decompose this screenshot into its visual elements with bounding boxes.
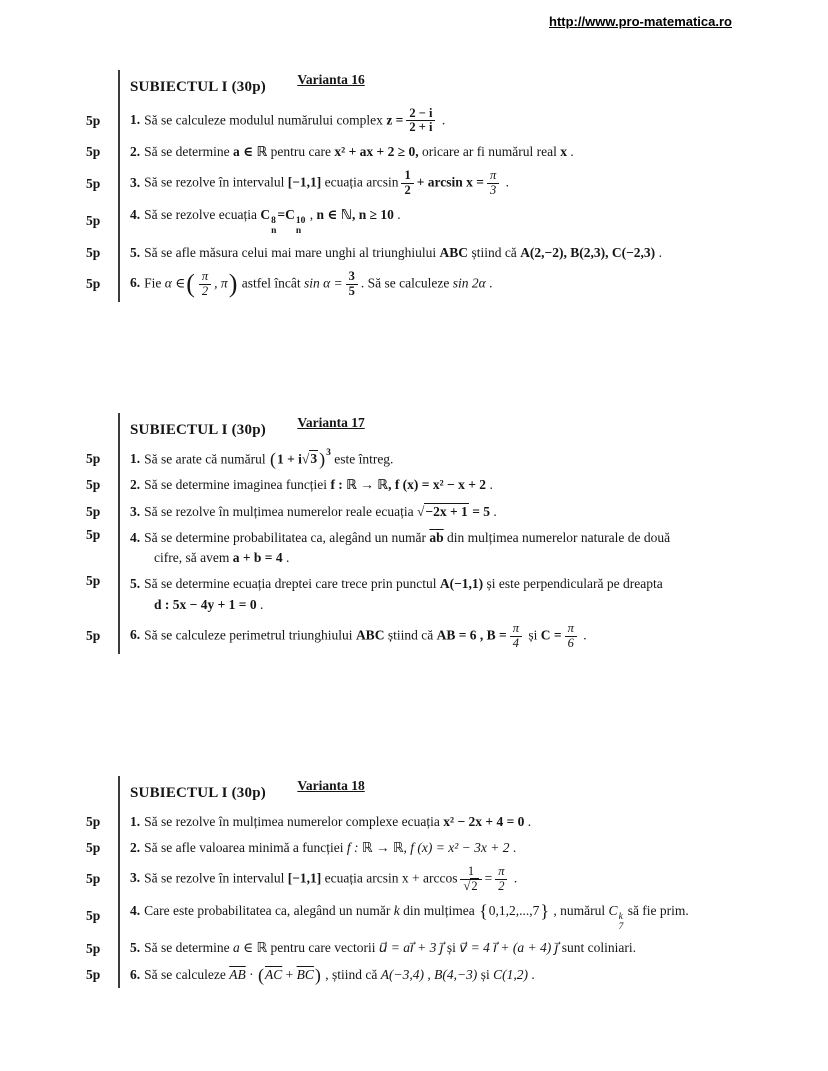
math: A(−1,1) xyxy=(439,576,484,592)
sup-sub: k 7 xyxy=(618,911,624,932)
math: ABC xyxy=(439,244,469,260)
math: k xyxy=(393,902,400,918)
points-badge: 5p xyxy=(86,573,101,589)
seg: Să se rezolve ecuația xyxy=(144,206,261,222)
seg: Să se rezolve în mulțimea numerelor reale ecuația xyxy=(144,503,417,519)
seg: din mulțimea xyxy=(399,902,479,918)
combination-symbol: C xyxy=(260,206,271,222)
combination-symbol: C xyxy=(608,902,618,918)
seg: . xyxy=(527,966,535,982)
points-badge: 5p xyxy=(86,966,101,982)
points-badge: 5p xyxy=(86,112,101,128)
fraction: $\frac{2 - i}{2 + i}$ xyxy=(406,107,435,136)
combination-symbol: C xyxy=(285,206,295,222)
problem-row xyxy=(86,935,816,961)
points-badge: 5p xyxy=(86,175,101,191)
section-header xyxy=(118,70,816,103)
points-badge: 5p xyxy=(86,244,101,260)
seg: . xyxy=(438,111,446,127)
seg: Să se determine xyxy=(144,940,233,956)
open-paren: ( xyxy=(186,269,195,299)
seg: Să se calculeze perimetrul triunghiului xyxy=(144,627,356,643)
seg: , știind că xyxy=(321,966,381,982)
points-badge: 5p xyxy=(86,940,101,956)
problem-text xyxy=(118,240,816,266)
vector-overline: $\overline{AC}$ xyxy=(264,966,283,982)
problem-row xyxy=(86,962,816,988)
seg: Fie xyxy=(144,275,165,291)
points-badge: 5p xyxy=(86,450,101,466)
seg: și xyxy=(477,966,494,982)
math: [−1,1] xyxy=(287,174,322,190)
math: f : ℝ → ℝ, f (x) = x² − 3x + 2 xyxy=(346,839,510,855)
seg: . xyxy=(485,275,493,291)
problem-row xyxy=(86,861,816,898)
seg: știind că xyxy=(384,627,437,643)
seg: este întreg. xyxy=(330,451,394,466)
problem-row xyxy=(86,103,816,140)
fraction: $\frac{\pi}{4}$ xyxy=(510,622,522,651)
variant-label: Varianta 18 xyxy=(297,778,365,793)
seg: Să se calculeze modulul numărului complex xyxy=(144,111,387,127)
seg: . xyxy=(486,477,493,493)
site-url-link[interactable]: http://www.pro-matematica.ro xyxy=(549,14,732,29)
seg: Să se arate că numărul xyxy=(144,451,269,466)
section-header xyxy=(118,776,816,809)
problem-text xyxy=(118,165,816,202)
section-varianta-17 xyxy=(86,413,816,654)
vector-overline: $\overline{BC}$ xyxy=(296,966,314,982)
problem-row xyxy=(86,139,816,165)
problem-text xyxy=(118,861,816,898)
seg: Să se rezolve în mulțimea numerelor complexe ecuația xyxy=(144,813,444,829)
math: arcsin xyxy=(366,174,399,190)
sup-sub: 10 n xyxy=(295,215,306,237)
points-badge: 5p xyxy=(86,144,101,160)
overline-number: $\overline{ab}$ xyxy=(429,529,444,545)
seg: știind că xyxy=(468,244,521,260)
seg: Să se determine xyxy=(144,144,233,159)
open-paren: ( xyxy=(269,449,276,469)
problem-number: 6. xyxy=(130,627,141,643)
math: A(−3,4) , B(4,−3) xyxy=(380,966,478,982)
points-badge: 5p xyxy=(86,276,101,292)
problem-row xyxy=(86,240,816,266)
seg: , xyxy=(306,206,317,222)
seg: . xyxy=(393,206,401,222)
problem-number: 3. xyxy=(130,870,141,886)
points-badge: 5p xyxy=(86,628,101,643)
sup-sub: 8 n xyxy=(271,215,277,237)
seg: sunt coliniari. xyxy=(558,940,636,956)
vector-overline: $\overline{AB}$ xyxy=(229,966,246,982)
problem-number: 5. xyxy=(130,940,141,956)
fraction: $\frac{3}{5}$ xyxy=(346,270,358,299)
math: [−1,1] xyxy=(287,870,322,886)
seg: ecuația xyxy=(321,174,367,190)
math: f : ℝ → ℝ, f (x) = x² − x + 2 xyxy=(330,477,487,493)
problem-line-2 xyxy=(130,595,816,615)
seg: Care este probabilitatea ca, alegând un număr xyxy=(144,902,394,918)
math: AB = 6 , B = xyxy=(436,627,507,643)
section-header xyxy=(118,413,816,446)
seg: și este perpendiculară pe dreapta xyxy=(483,576,663,592)
problem-text xyxy=(118,898,816,936)
section-title: SUBIECTUL I (30p) xyxy=(130,79,266,95)
points-badge: 5p xyxy=(86,503,101,519)
seg: cifre, să avem xyxy=(154,550,233,565)
problem-row xyxy=(86,499,816,525)
seg: . xyxy=(579,627,587,643)
points-badge: 5p xyxy=(86,526,101,542)
math: d : 5x − 4y + 1 = 0 xyxy=(154,596,257,612)
points-badge: 5p xyxy=(86,212,101,228)
math: a + b = 4 xyxy=(232,550,283,565)
math: sin α = xyxy=(303,275,343,291)
fraction: $\frac{1}{2}$ xyxy=(401,169,413,198)
problem-number: 2. xyxy=(130,839,141,855)
problem-number: 5. xyxy=(130,244,141,260)
seg: Să se rezolve în intervalul xyxy=(144,870,288,886)
seg: Să se calculeze xyxy=(144,966,230,982)
section-header-row xyxy=(86,70,816,103)
seg: astfel încât xyxy=(238,275,304,291)
seg: . xyxy=(282,550,290,565)
problem-row xyxy=(86,202,816,240)
math: , π xyxy=(214,275,228,291)
problem-text xyxy=(118,835,816,861)
section-varianta-16 xyxy=(86,70,816,302)
seg: pentru care xyxy=(267,144,335,159)
problem-number: 2. xyxy=(130,144,141,159)
math: = xyxy=(277,206,286,222)
math: ABC xyxy=(355,627,385,643)
problem-number: 2. xyxy=(130,477,141,493)
fraction: $\frac{\pi}{2}$ xyxy=(495,865,507,894)
problem-row xyxy=(86,446,816,473)
problem-row xyxy=(86,266,816,303)
math: z = xyxy=(386,111,404,127)
problem-text xyxy=(118,499,816,525)
math: n ∈ ℕ, n ≥ 10 xyxy=(316,206,394,222)
seg: . xyxy=(502,174,510,190)
seg: să fie prim. xyxy=(624,902,689,918)
seg: . xyxy=(567,144,574,159)
close-paren: ) xyxy=(314,964,321,985)
problem-text xyxy=(118,809,816,835)
problem-row xyxy=(86,618,816,655)
square-root: √3 xyxy=(301,451,318,466)
math: a ∈ ℝ xyxy=(232,144,268,159)
math: = xyxy=(484,870,493,886)
problem-text xyxy=(118,266,816,303)
problem-number: 3. xyxy=(130,503,141,519)
problem-row xyxy=(86,165,816,202)
seg: . xyxy=(655,244,662,260)
problem-number: 6. xyxy=(130,966,141,982)
math: x² + ax + 2 ≥ 0, xyxy=(334,144,419,159)
math: 0,1,2,...,7 xyxy=(488,902,540,918)
fraction: $\frac{\pi}{6}$ xyxy=(565,622,577,651)
points-badge: 5p xyxy=(86,477,101,493)
problem-number: 5. xyxy=(130,576,141,592)
problem-text xyxy=(118,935,816,961)
seg: . xyxy=(490,503,497,519)
open-paren: ( xyxy=(257,964,264,985)
seg: . xyxy=(256,596,264,612)
problem-text xyxy=(118,571,816,618)
seg: ecuația xyxy=(321,870,367,886)
seg: Să se determine probabilitatea ca, alegând un număr xyxy=(144,529,430,545)
problem-text xyxy=(118,525,816,572)
problem-row xyxy=(86,835,816,861)
problem-line-2 xyxy=(130,548,816,568)
problem-number: 3. xyxy=(130,174,141,190)
close-paren: ) xyxy=(228,269,238,299)
math: + arcsin x = xyxy=(416,174,484,190)
points-badge: 5p xyxy=(86,908,101,924)
vector-expression: u⃗ = ai⃗ + 3 j⃗ xyxy=(378,940,444,956)
seg: . xyxy=(524,813,532,829)
math: A(2,−2), B(2,3), C(−2,3) xyxy=(520,244,656,260)
exponent: 3 xyxy=(326,447,331,458)
seg: Să se determine imaginea funcției xyxy=(144,477,331,493)
fraction: $\frac{1}{√2}$ xyxy=(460,865,481,894)
problem-row xyxy=(86,525,816,572)
math: x² − 2x + 4 = 0 xyxy=(443,813,525,829)
problem-row xyxy=(86,472,816,498)
math: = 5 xyxy=(472,503,491,519)
seg: . xyxy=(510,870,518,886)
math: + xyxy=(282,966,297,982)
math: arcsin x + arccos xyxy=(366,870,458,886)
math: x xyxy=(560,144,568,159)
seg: Să se determine ecuația dreptei care trece prin punctul xyxy=(144,576,440,592)
math: 1 + i xyxy=(276,451,302,466)
seg: pentru care vectorii xyxy=(267,940,379,956)
problem-number: 1. xyxy=(130,111,141,127)
seg: oricare ar fi numărul real xyxy=(418,144,561,159)
problem-text xyxy=(118,962,816,988)
section-header-row xyxy=(86,776,816,809)
seg: și xyxy=(443,940,460,956)
math: C(1,2) xyxy=(493,966,528,982)
math: a ∈ ℝ xyxy=(232,940,268,956)
problem-row xyxy=(86,571,816,618)
points-badge: 5p xyxy=(86,813,101,829)
problem-number: 1. xyxy=(130,813,141,829)
fraction: $\frac{\pi}{3}$ xyxy=(487,169,499,198)
problem-number: 1. xyxy=(130,451,141,466)
vector-expression: v⃗ = 4 i⃗ + (a + 4) j⃗ xyxy=(459,940,559,956)
close-brace: } xyxy=(540,900,550,921)
section-header-row xyxy=(86,413,816,446)
problem-text xyxy=(118,103,816,140)
problem-number: 4. xyxy=(130,529,141,545)
problem-text xyxy=(118,472,816,498)
section-title: SUBIECTUL I (30p) xyxy=(130,422,266,438)
square-root: √−2x + 1 xyxy=(417,503,468,519)
problem-number: 4. xyxy=(130,206,141,222)
seg: din mulțimea numerelor naturale de două xyxy=(443,529,671,545)
open-brace: { xyxy=(479,900,488,921)
problem-row xyxy=(86,809,816,835)
close-paren: ) xyxy=(319,449,326,469)
problem-text xyxy=(118,618,816,655)
points-badge: 5p xyxy=(86,839,101,855)
seg: . Să se calculeze xyxy=(360,275,453,291)
variant-label: Varianta 17 xyxy=(297,415,365,430)
math: · xyxy=(245,966,257,982)
problem-row xyxy=(86,898,816,936)
seg: Să se afle valoarea minimă a funcției xyxy=(144,839,347,855)
math: α ∈ xyxy=(164,275,186,291)
seg: Să se afle măsura celui mai mare unghi al triunghiului xyxy=(144,244,440,260)
seg: Să se rezolve în intervalul xyxy=(144,174,288,190)
seg: , numărul xyxy=(550,902,609,918)
points-badge: 5p xyxy=(86,871,101,887)
problem-text xyxy=(118,139,816,165)
seg: . xyxy=(509,839,517,855)
problem-number: 4. xyxy=(130,902,141,918)
math: sin 2α xyxy=(452,275,486,291)
fraction: $\frac{\pi}{2}$ xyxy=(199,270,211,299)
problem-number: 6. xyxy=(130,275,141,291)
variant-label: Varianta 16 xyxy=(297,72,365,87)
problem-text xyxy=(118,446,816,473)
section-title: SUBIECTUL I (30p) xyxy=(130,785,266,801)
problem-text xyxy=(118,202,816,240)
section-varianta-18 xyxy=(86,776,816,988)
seg: și xyxy=(525,627,541,643)
math: C = xyxy=(540,627,562,643)
